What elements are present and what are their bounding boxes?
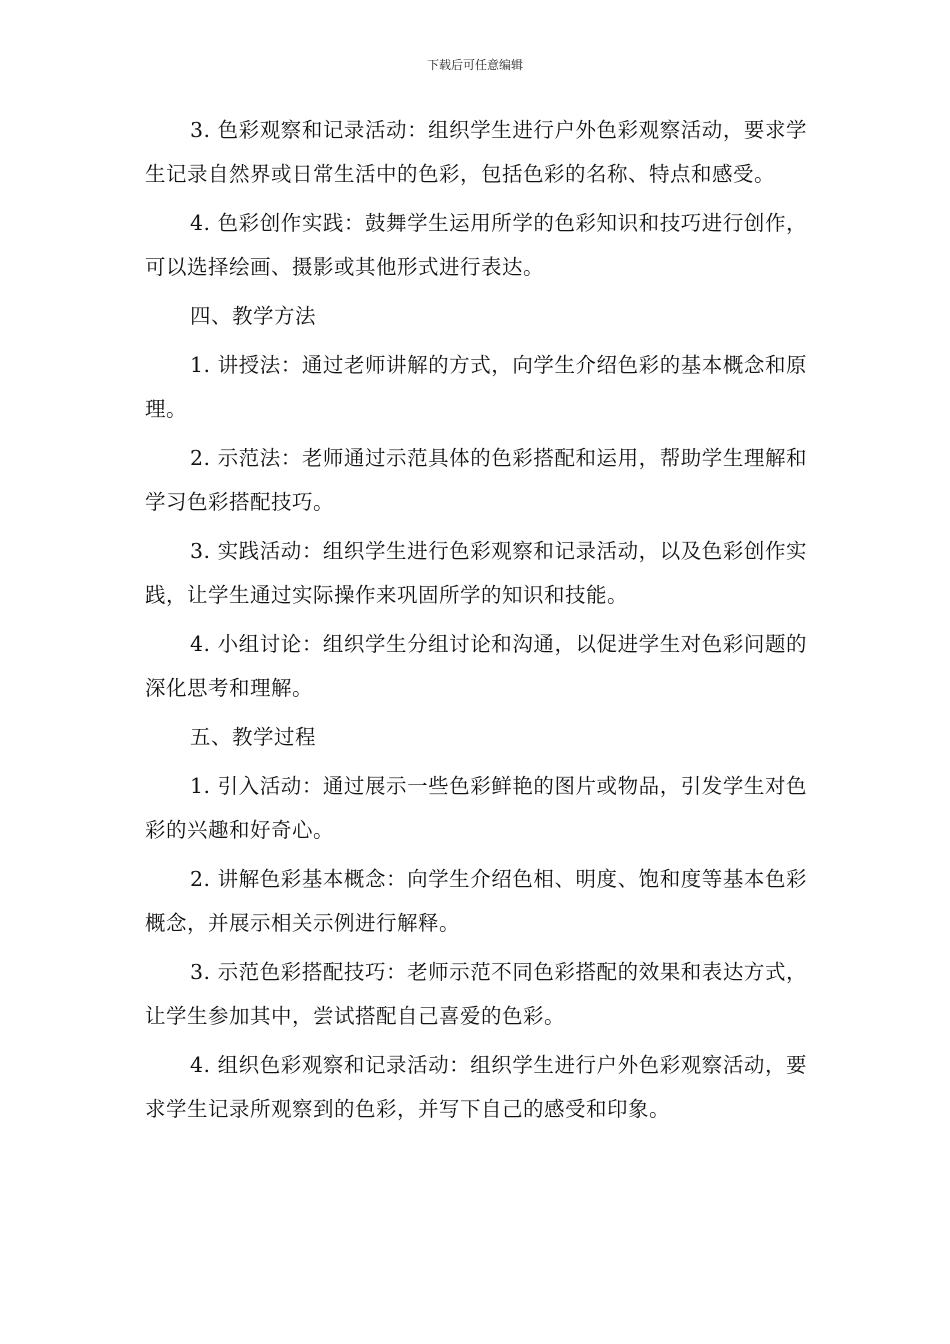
paragraph-process-1: 1. 引入活动：通过展示一些色彩鲜艳的图片或物品，引发学生对色彩的兴趣和好奇心。 (145, 774, 807, 842)
paragraph-method-3: 3. 实践活动：组织学生进行色彩观察和记录活动，以及色彩创作实践，让学生通过实际操作来巩固所学的知识和技能。 (145, 539, 807, 607)
paragraph-method-1: 1. 讲授法：通过老师讲解的方式，向学生介绍色彩的基本概念和原理。 (145, 353, 807, 421)
paragraph-method-4: 4. 小组讨论：组织学生分组讨论和沟通，以促进学生对色彩问题的深化思考和理解。 (145, 632, 807, 700)
section-heading-teaching-process: 五、教学过程 (190, 725, 316, 749)
document-body (145, 108, 807, 1136)
section-heading-teaching-methods: 四、教学方法 (190, 304, 316, 328)
page-header: 下载后可任意编辑 (426, 58, 523, 72)
paragraph-activity-4: 4. 色彩创作实践：鼓舞学生运用所学的色彩知识和技巧进行创作，可以选择绘画、摄影或其他形式进行表达。 (145, 211, 807, 279)
paragraph-activity-3: 3. 色彩观察和记录活动：组织学生进行户外色彩观察活动，要求学生记录自然界或日常生活中的色彩，包括色彩的名称、特点和感受。 (145, 118, 807, 186)
paragraph-process-2: 2. 讲解色彩基本概念：向学生介绍色相、明度、饱和度等基本色彩概念，并展示相关示例进行解释。 (145, 867, 807, 935)
paragraph-method-2: 2. 示范法：老师通过示范具体的色彩搭配和运用，帮助学生理解和学习色彩搭配技巧。 (145, 446, 807, 514)
paragraph-process-4: 4. 组织色彩观察和记录活动：组织学生进行户外色彩观察活动，要求学生记录所观察到的色彩，并写下自己的感受和印象。 (145, 1053, 807, 1121)
paragraph-process-3: 3. 示范色彩搭配技巧：老师示范不同色彩搭配的效果和表达方式，让学生参加其中，尝试搭配自己喜爱的色彩。 (145, 960, 807, 1028)
